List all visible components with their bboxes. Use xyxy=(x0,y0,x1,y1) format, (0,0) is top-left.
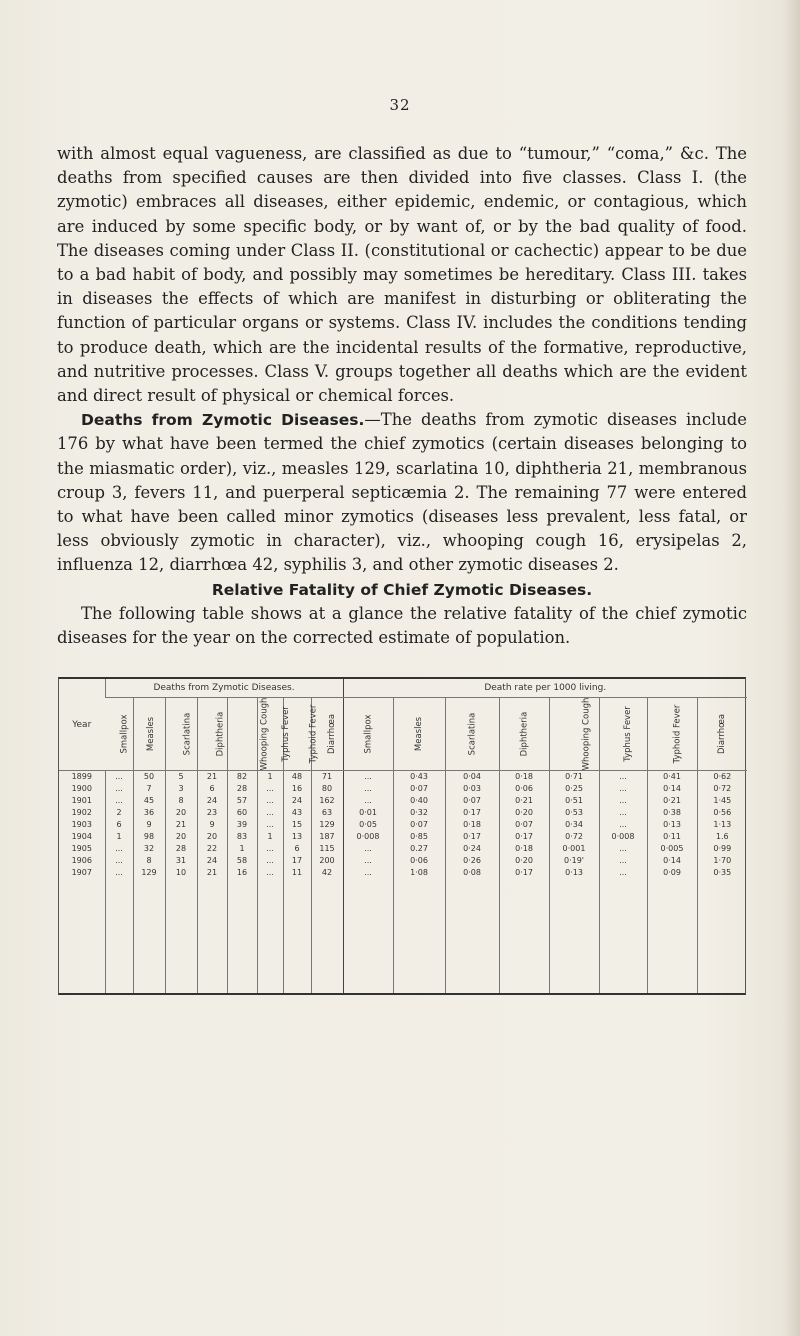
deaths-cell: 3 xyxy=(165,783,197,795)
deaths-cell: 9 xyxy=(197,819,227,831)
rate-cell: 0·72 xyxy=(697,783,747,795)
deaths-cell: 2 xyxy=(105,807,133,819)
rate-header-label: Diphtheria xyxy=(519,711,529,757)
deaths-cell: 31 xyxy=(165,855,197,867)
heading-relative-fatality: Relative Fatality of Chief Zymotic Diseases. xyxy=(211,580,593,599)
table-row xyxy=(59,867,747,879)
deaths-cell: ... xyxy=(105,795,133,807)
deaths-cell: 20 xyxy=(197,831,227,843)
deaths-cell: 45 xyxy=(133,795,165,807)
table-row xyxy=(59,795,747,807)
rate-header-smallpox xyxy=(343,698,393,771)
deaths-cell: 16 xyxy=(227,867,257,879)
rate-cell: ... xyxy=(599,771,647,784)
rate-cell: 0·17 xyxy=(445,807,499,819)
rate-cell: 0·56 xyxy=(697,807,747,819)
rate-cell: 0·13 xyxy=(647,819,697,831)
table-group-header-row xyxy=(59,679,747,698)
deaths-cell: ... xyxy=(257,807,283,819)
rate-cell: 0·14 xyxy=(647,783,697,795)
rate-cell: 0·35 xyxy=(697,867,747,879)
year-cell: 1899 xyxy=(71,772,92,781)
deaths-cell: 83 xyxy=(227,831,257,843)
rate-cell: 0·06 xyxy=(499,783,549,795)
rate-cell: 1.6 xyxy=(697,831,747,843)
rate-header-typhoid-fever xyxy=(647,698,697,771)
paragraph-zymotic-deaths-text: —The deaths from zymotic diseases include 176 by what have been termed the chief zymotics (certain diseases belonging to the miasmatic order), viz., measles 129, scarlatina 10, diphtheria 21, membranous croup 3, fevers 11, and puerperal septicæmia 2. The remaining 77 were entered to what have been called minor zymotics (diseases less prevalent, less fatal, or less obviously zymotic in character), viz., whooping cough 16, erysipelas 2, influenza 12, diarrhœa 42, syphilis 3, and other zymotic diseases 2. xyxy=(57,410,748,575)
deaths-cell: 24 xyxy=(197,855,227,867)
rate-cell: 0·18 xyxy=(499,771,549,784)
rate-cell: ... xyxy=(599,783,647,795)
year-cell: 1907 xyxy=(71,868,92,877)
rate-cell: 0·04 xyxy=(445,771,499,784)
rate-header-label: Scarlatina xyxy=(466,712,477,756)
rate-cell: 0·005 xyxy=(647,843,697,855)
deaths-cell: 5 xyxy=(165,771,197,784)
rate-cell: ... xyxy=(343,783,393,795)
deaths-cell: ... xyxy=(105,771,133,784)
rate-cell: 0·25 xyxy=(549,783,599,795)
table-row xyxy=(59,771,747,784)
deaths-header-measles xyxy=(133,698,165,771)
filler-cell xyxy=(599,879,647,993)
deaths-cell: 17 xyxy=(283,855,311,867)
filler-cell xyxy=(133,879,165,993)
rate-cell: 0·26 xyxy=(445,855,499,867)
year-cell: 1906 xyxy=(71,856,92,865)
year-cell: 1900 xyxy=(71,784,92,793)
deaths-cell: 39 xyxy=(227,819,257,831)
deaths-cell: 24 xyxy=(283,795,311,807)
deaths-cell: 7 xyxy=(133,783,165,795)
rate-cell: 0·21 xyxy=(499,795,549,807)
rate-cell: ... xyxy=(343,855,393,867)
rate-cell: 0·14 xyxy=(647,855,697,867)
rate-header-typhus-fever xyxy=(599,698,647,771)
year-cell: 1904 xyxy=(71,832,92,841)
filler-cell xyxy=(393,879,445,993)
rate-cell: ... xyxy=(343,867,393,879)
rate-cell: 0·09 xyxy=(647,867,697,879)
deaths-cell: 48 xyxy=(283,771,311,784)
deaths-cell: 23 xyxy=(197,807,227,819)
rate-cell: 0·11 xyxy=(647,831,697,843)
rate-cell: ... xyxy=(343,771,393,784)
rate-cell: 0·71 xyxy=(549,771,599,784)
deaths-cell: 60 xyxy=(227,807,257,819)
deaths-cell: 11 xyxy=(283,867,311,879)
rate-cell: 0·51 xyxy=(549,795,599,807)
rate-header-diphtheria xyxy=(499,698,549,771)
rates-group-header: Death rate per 1000 living. xyxy=(343,679,747,698)
rate-cell: 1·13 xyxy=(697,819,747,831)
heading-deaths-zymotic: Deaths from Zymotic Diseases. xyxy=(81,411,365,430)
deaths-header-label: Typhus Fever xyxy=(280,706,291,762)
deaths-cell: 20 xyxy=(165,807,197,819)
rate-cell: 0·08 xyxy=(445,867,499,879)
table-row xyxy=(59,783,747,795)
table-column-header-row xyxy=(59,698,747,771)
deaths-cell: 22 xyxy=(197,843,227,855)
filler-cell xyxy=(165,879,197,993)
deaths-cell: ... xyxy=(257,855,283,867)
rate-cell: 0·13 xyxy=(549,867,599,879)
deaths-header-label: Whooping Cough xyxy=(258,697,269,771)
rate-cell: 0·19' xyxy=(549,855,599,867)
rate-cell: 0·72 xyxy=(549,831,599,843)
deaths-cell: 115 xyxy=(311,843,343,855)
rate-cell: 0·17 xyxy=(445,831,499,843)
deaths-cell: ... xyxy=(105,843,133,855)
deaths-header-label: Diphtheria xyxy=(214,711,225,757)
deaths-cell: 43 xyxy=(283,807,311,819)
rate-cell: 0·85 xyxy=(393,831,445,843)
year-cell: 1901 xyxy=(71,796,92,805)
deaths-cell: 187 xyxy=(311,831,343,843)
rate-cell: 0·03 xyxy=(445,783,499,795)
deaths-cell: 10 xyxy=(165,867,197,879)
rate-cell: ... xyxy=(599,843,647,855)
deaths-cell: 6 xyxy=(283,843,311,855)
year-column-header: Year xyxy=(59,679,105,771)
deaths-header-label: Diarrhœa xyxy=(326,713,337,755)
deaths-cell: 21 xyxy=(197,867,227,879)
table-row xyxy=(59,831,747,843)
deaths-cell: 21 xyxy=(165,819,197,831)
deaths-cell: ... xyxy=(105,783,133,795)
paragraph-classification: with almost equal vagueness, are classified as due to “tumour,” “coma,” &c. The deaths from specified causes are then divided into five classes. Class I. (the zymotic) embraces all diseases, either epidemic, endemic, or contagious, which are induced by some specific body, or by want of, or by the bad quality of food. The diseases coming under Class II. (constitutional or cachectic) appear to be due to a bad habit of body, and possibly may sometimes be hereditary. Class III. takes in diseases the effects of which are manifest in disturbing or obliterating the function of particular organs or systems. Class IV. includes the conditions tending to produce death, which are the incidental results of the formative, reproductive, and nutritive processes. Class V. groups together all deaths which are the evident and direct result of physical or chemical forces. xyxy=(57,144,747,406)
paragraph-zymotic-deaths xyxy=(57,408,747,577)
deaths-cell: 8 xyxy=(133,855,165,867)
deaths-cell: 50 xyxy=(133,771,165,784)
rate-cell: 0·07 xyxy=(445,795,499,807)
rate-cell: 0·05 xyxy=(343,819,393,831)
deaths-cell: 82 xyxy=(227,771,257,784)
year-cell: 1902 xyxy=(71,808,92,817)
deaths-cell: ... xyxy=(105,855,133,867)
rate-cell: 0·62 xyxy=(697,771,747,784)
rate-cell: 0·53 xyxy=(549,807,599,819)
deaths-cell: 8 xyxy=(165,795,197,807)
deaths-cell: 58 xyxy=(227,855,257,867)
rate-cell: 0·17 xyxy=(499,831,549,843)
deaths-cell: 80 xyxy=(311,783,343,795)
deaths-group-header: Deaths from Zymotic Diseases. xyxy=(105,679,343,698)
rate-cell: 0·01 xyxy=(343,807,393,819)
zymotic-table xyxy=(58,677,746,995)
deaths-header-label: Measles xyxy=(145,716,156,752)
deaths-cell: 24 xyxy=(197,795,227,807)
rate-cell: 0·001 xyxy=(549,843,599,855)
deaths-cell: 32 xyxy=(133,843,165,855)
filler-cell xyxy=(499,879,549,993)
rate-header-label: Whooping Cough xyxy=(580,697,591,771)
rate-cell: 0·32 xyxy=(393,807,445,819)
page-edge-shadow xyxy=(782,0,800,1336)
body-text xyxy=(57,142,747,650)
deaths-cell: 6 xyxy=(197,783,227,795)
deaths-cell: 129 xyxy=(311,819,343,831)
deaths-header-label: Smallpox xyxy=(119,714,130,754)
rate-cell: 0·20 xyxy=(499,855,549,867)
rate-cell: ... xyxy=(343,795,393,807)
deaths-cell: 1 xyxy=(257,831,283,843)
rate-cell: 1·70 xyxy=(697,855,747,867)
deaths-cell: 162 xyxy=(311,795,343,807)
deaths-cell: ... xyxy=(257,783,283,795)
rate-header-label: Smallpox xyxy=(362,714,373,754)
deaths-cell: 57 xyxy=(227,795,257,807)
filler-cell xyxy=(257,879,283,993)
table-row xyxy=(59,843,747,855)
rate-cell: 0·41 xyxy=(647,771,697,784)
deaths-cell: 6 xyxy=(105,819,133,831)
zymotic-statistics-table xyxy=(59,679,747,993)
rate-cell: 0·99 xyxy=(697,843,747,855)
rate-cell: ... xyxy=(599,819,647,831)
rate-cell: 0·008 xyxy=(343,831,393,843)
filler-cell xyxy=(697,879,747,993)
rate-header-whooping-cough xyxy=(549,698,599,771)
filler-cell xyxy=(59,879,105,993)
deaths-cell: ... xyxy=(257,795,283,807)
deaths-cell: 71 xyxy=(311,771,343,784)
rate-cell: 0·18 xyxy=(445,819,499,831)
rate-cell: ... xyxy=(599,795,647,807)
filler-cell xyxy=(283,879,311,993)
deaths-cell: 129 xyxy=(133,867,165,879)
paragraph-table-intro: The following table shows at a glance the relative fatality of the chief zymotic diseases for the year on the corrected estimate of population. xyxy=(57,603,747,648)
rate-cell: 0·17 xyxy=(499,867,549,879)
rate-header-label: Typhoid Fever xyxy=(671,704,682,764)
rate-cell: 0·18 xyxy=(499,843,549,855)
rate-cell: 0·06 xyxy=(393,855,445,867)
table-row xyxy=(59,819,747,831)
deaths-cell: 36 xyxy=(133,807,165,819)
deaths-header-whooping-cough xyxy=(227,697,269,771)
rate-cell: 0.27 xyxy=(393,843,445,855)
table-row xyxy=(59,807,747,819)
rate-header-label: Typhus Fever xyxy=(622,706,633,762)
deaths-header-scarlatina xyxy=(165,698,197,771)
table-row xyxy=(59,855,747,867)
rate-cell: 0·07 xyxy=(393,819,445,831)
year-cell: 1905 xyxy=(71,844,92,853)
deaths-cell: 42 xyxy=(311,867,343,879)
deaths-cell: 63 xyxy=(311,807,343,819)
table-body xyxy=(59,771,747,994)
rate-header-label: Measles xyxy=(413,716,424,752)
table-filler-row xyxy=(59,879,747,993)
deaths-cell: ... xyxy=(257,819,283,831)
deaths-cell: ... xyxy=(105,867,133,879)
year-cell: 1903 xyxy=(71,820,92,829)
deaths-cell: 15 xyxy=(283,819,311,831)
deaths-cell: 20 xyxy=(165,831,197,843)
rate-cell: 0·21 xyxy=(647,795,697,807)
rate-cell: 0·38 xyxy=(647,807,697,819)
filler-cell xyxy=(647,879,697,993)
rate-header-measles xyxy=(393,698,445,771)
rate-cell: 1·45 xyxy=(697,795,747,807)
rate-cell: 0·20 xyxy=(499,807,549,819)
rate-header-label: Diarrhœa xyxy=(717,713,728,755)
rate-cell: 0·24 xyxy=(445,843,499,855)
deaths-header-diphtheria xyxy=(197,698,227,771)
filler-cell xyxy=(311,879,343,993)
rate-cell: 0·008 xyxy=(599,831,647,843)
deaths-cell: 28 xyxy=(165,843,197,855)
deaths-cell: 1 xyxy=(257,771,283,784)
filler-cell xyxy=(197,879,227,993)
deaths-header-label: Scarlatina xyxy=(181,712,192,756)
rate-header-diarrh-a xyxy=(697,698,747,771)
rate-cell: 0·34 xyxy=(549,819,599,831)
deaths-cell: 1 xyxy=(227,843,257,855)
filler-cell xyxy=(549,879,599,993)
rate-cell: 0·40 xyxy=(393,795,445,807)
filler-cell xyxy=(343,879,393,993)
deaths-cell: 16 xyxy=(283,783,311,795)
filler-cell xyxy=(445,879,499,993)
rate-header-scarlatina xyxy=(445,698,499,771)
page-number: 32 xyxy=(389,96,411,114)
deaths-header-smallpox xyxy=(105,698,133,771)
filler-cell xyxy=(105,879,133,993)
deaths-cell: 21 xyxy=(197,771,227,784)
deaths-cell: 9 xyxy=(133,819,165,831)
deaths-cell: 13 xyxy=(283,831,311,843)
deaths-cell: ... xyxy=(257,867,283,879)
rate-cell: 0·43 xyxy=(393,771,445,784)
deaths-header-label: Typhoid Fever xyxy=(307,704,318,764)
rate-cell: 0·07 xyxy=(499,819,549,831)
rate-cell: 0·07 xyxy=(393,783,445,795)
deaths-cell: 200 xyxy=(311,855,343,867)
rate-cell: ... xyxy=(599,807,647,819)
rate-cell: 1·08 xyxy=(393,867,445,879)
rate-cell: ... xyxy=(599,867,647,879)
deaths-cell: 1 xyxy=(105,831,133,843)
deaths-cell: 28 xyxy=(227,783,257,795)
rate-cell: ... xyxy=(343,843,393,855)
deaths-cell: 98 xyxy=(133,831,165,843)
deaths-cell: ... xyxy=(257,843,283,855)
filler-cell xyxy=(227,879,257,993)
rate-cell: ... xyxy=(599,855,647,867)
